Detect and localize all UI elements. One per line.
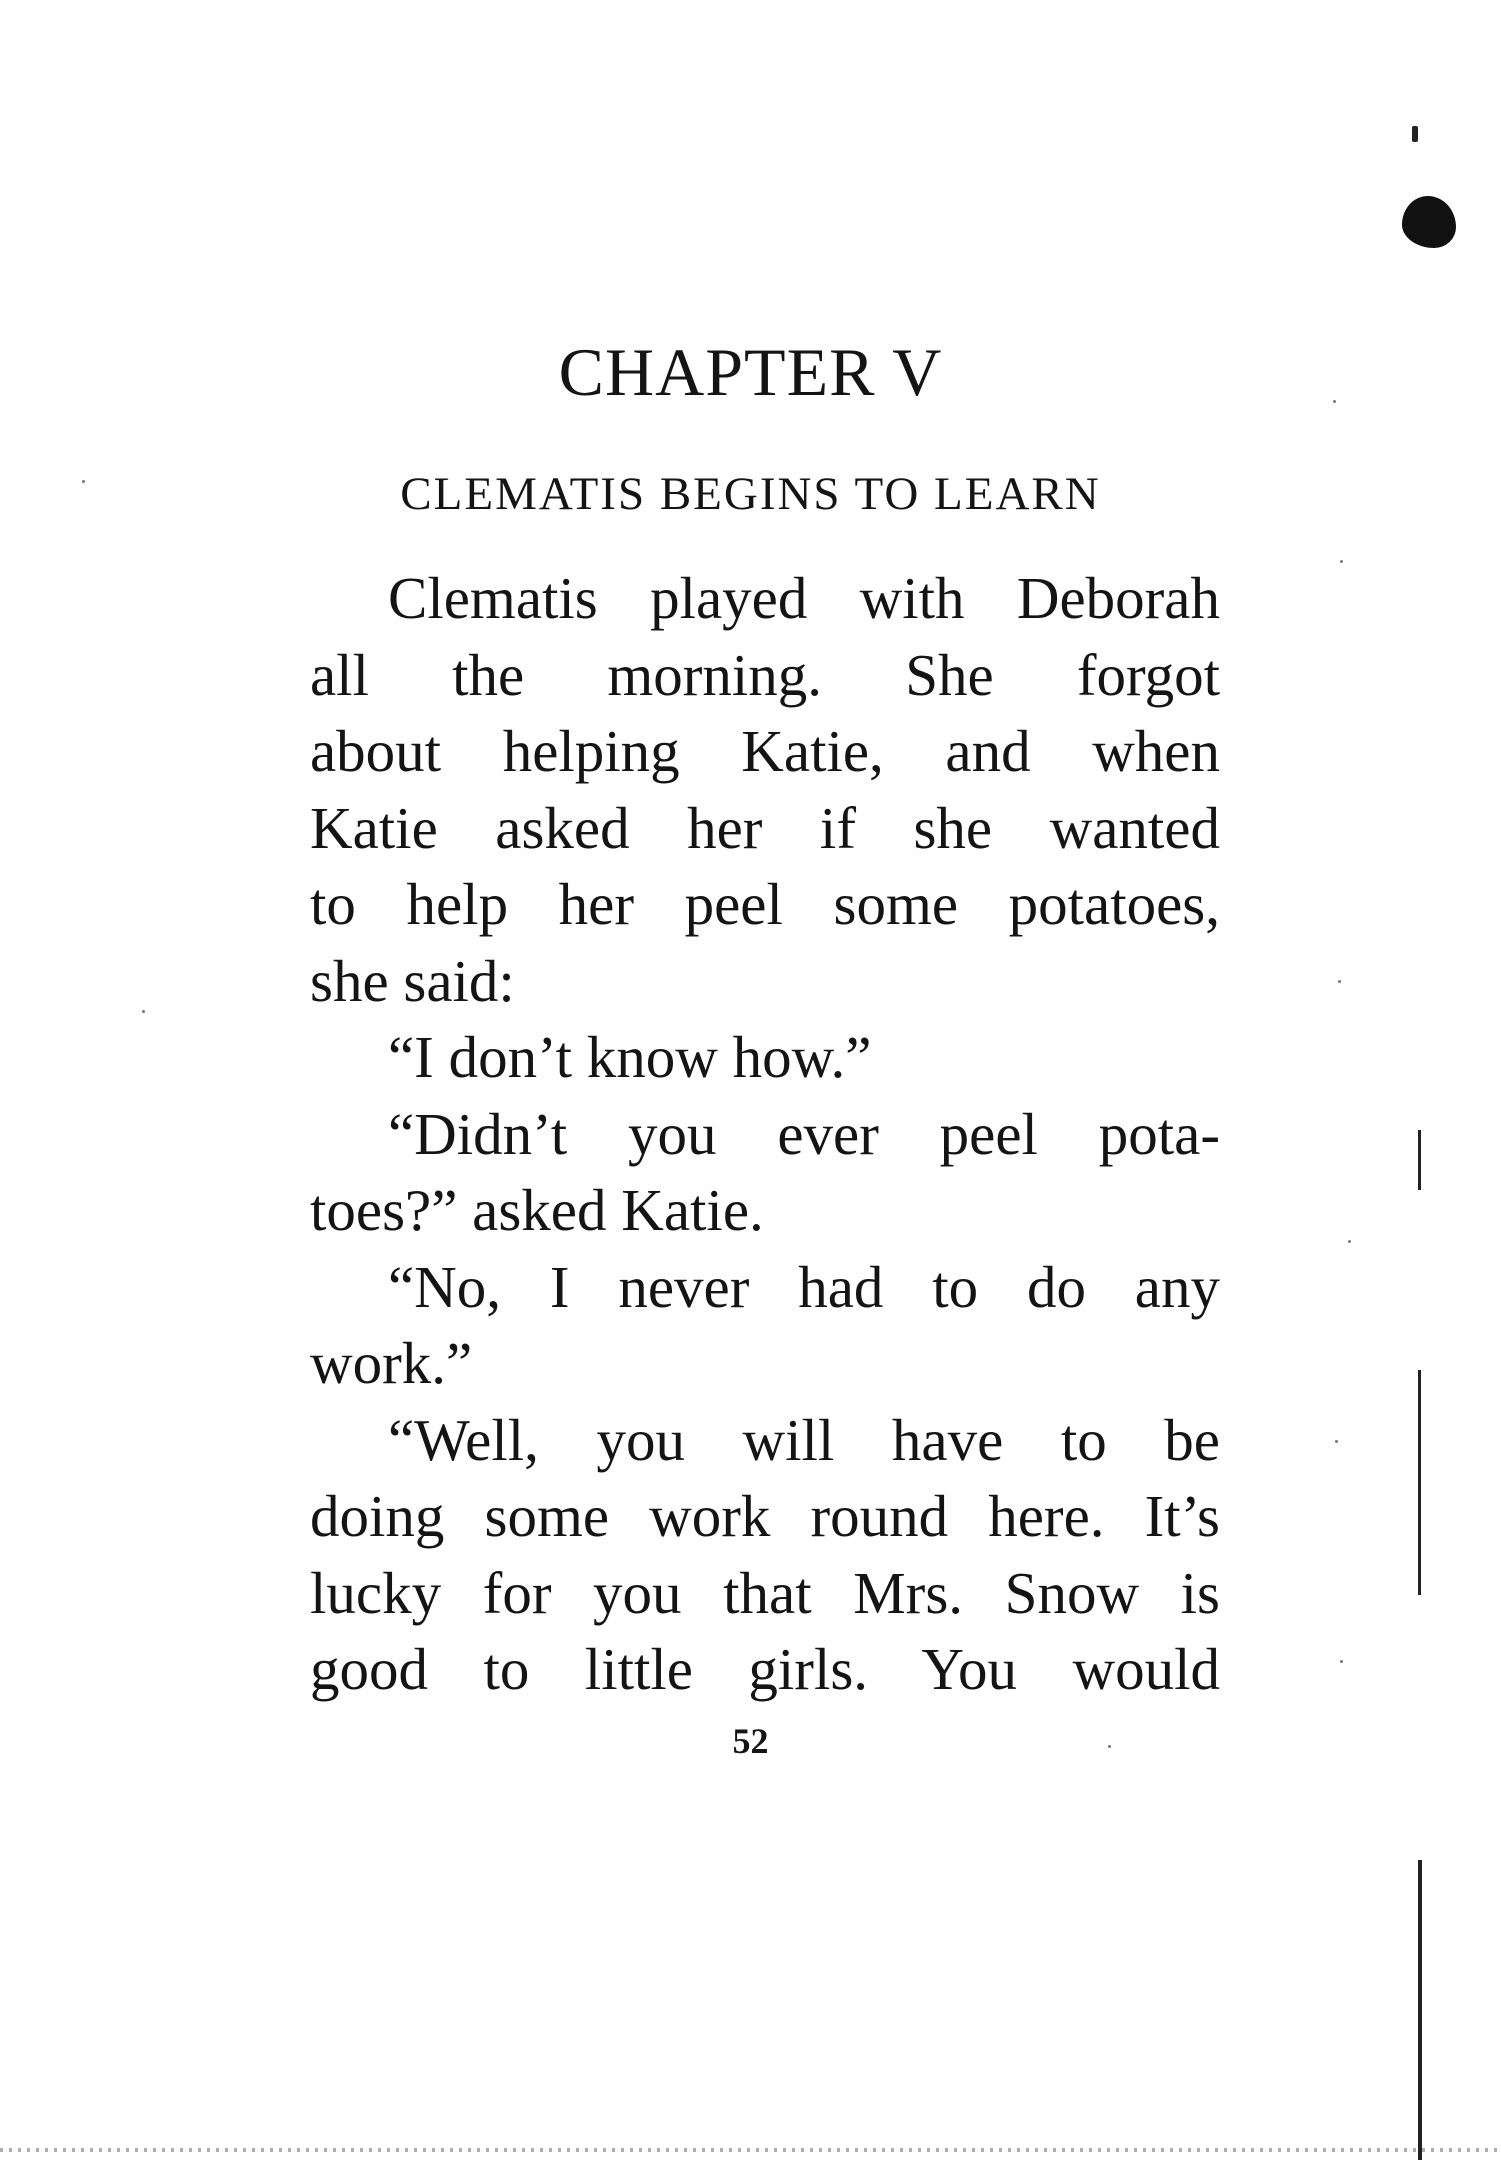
text-line: “Didn’t you ever peel pota- bbox=[388, 1100, 1220, 1167]
body-text bbox=[310, 560, 1220, 1708]
text-line: “No, I never had to do any bbox=[388, 1253, 1220, 1320]
ink-speck bbox=[1412, 126, 1418, 142]
scan-speck bbox=[1348, 1240, 1351, 1243]
text-line: about helping Katie, and when bbox=[310, 718, 1220, 784]
scan-speck bbox=[1340, 560, 1343, 563]
text-line: toes?” asked Katie. bbox=[310, 1177, 764, 1243]
scan-speck bbox=[1335, 1440, 1338, 1443]
scan-speck bbox=[142, 1010, 145, 1013]
text-line: doing some work round here. It’s bbox=[310, 1483, 1220, 1549]
text-line: “Well, you will have to be bbox=[388, 1406, 1220, 1473]
text-line: good to little girls. You would bbox=[310, 1636, 1220, 1702]
page-edge-mark bbox=[1418, 1130, 1421, 1190]
page-bottom-edge bbox=[0, 2148, 1501, 2152]
chapter-subtitle: CLEMATIS BEGINS TO LEARN bbox=[400, 468, 1101, 520]
page-edge-mark bbox=[1418, 1860, 1422, 2160]
page-edge-mark bbox=[1418, 1370, 1421, 1595]
text-line: to help her peel some potatoes, bbox=[310, 871, 1220, 937]
chapter-heading: CHAPTER V bbox=[558, 334, 943, 410]
text-line: work.” bbox=[310, 1330, 473, 1396]
scan-speck bbox=[1108, 1745, 1111, 1748]
scan-speck bbox=[1338, 980, 1341, 983]
scan-speck bbox=[82, 480, 85, 483]
text-line: Katie asked her if she wanted bbox=[310, 794, 1220, 861]
page-number: 52 bbox=[732, 1721, 769, 1761]
ink-blot bbox=[1402, 196, 1456, 248]
text-line: lucky for you that Mrs. Snow is bbox=[310, 1559, 1220, 1626]
text-line: “I don’t know how.” bbox=[388, 1024, 872, 1090]
text-line: all the morning. She forgot bbox=[310, 641, 1220, 708]
scan-speck bbox=[1340, 1660, 1343, 1663]
scan-speck bbox=[1333, 400, 1336, 403]
text-line: she said: bbox=[310, 947, 515, 1014]
text-line: Clematis played with Deborah bbox=[388, 565, 1220, 631]
